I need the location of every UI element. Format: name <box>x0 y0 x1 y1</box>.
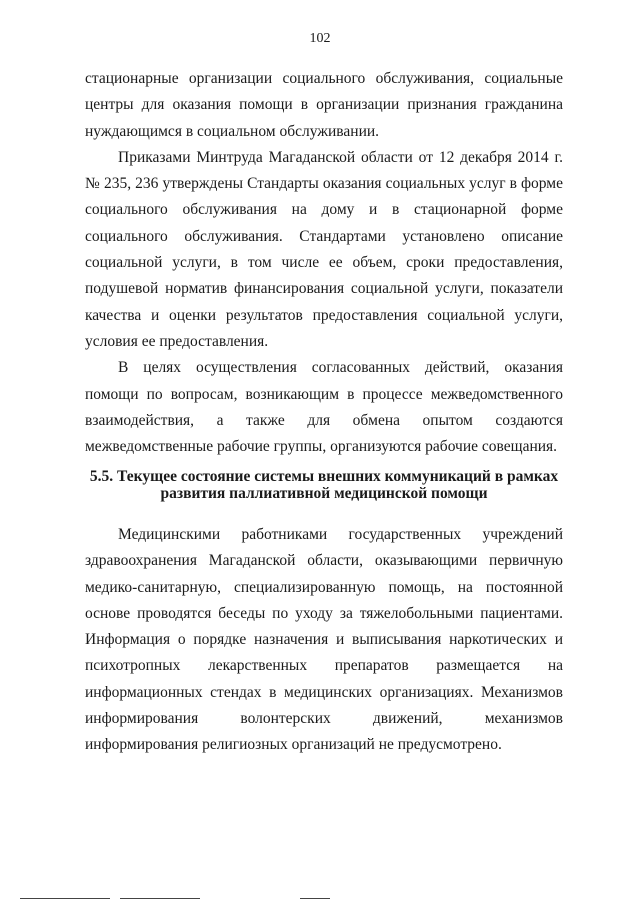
paragraph-continuation: стационарные организации социального обслуживания, социальные центры для оказания помощи в организации признания гражданина нуждающимся в социальном обслуживании. <box>85 70 563 140</box>
page-number: 102 <box>309 31 331 46</box>
scan-edge-line <box>300 898 330 899</box>
scan-edge-line <box>20 898 110 899</box>
paragraph-medical-workers: Медицинскими работниками государственных учреждений здравоохранения Магаданской области, оказывающими первичную медико-санитарную, специализированную помощь, на постоянной основе проводятся беседы по уходу за тяжелобольными пациентами. Информация о порядке назначения и выписывания наркотических и психотропных лекарственных препаратов размещается на информационных стендах в медицинских организациях. Механизмов информирования волонтерских движений, механизмов информирования религиозных организаций не предусмотрено. <box>85 526 563 754</box>
body-text-top <box>85 66 563 460</box>
paragraph-standards: Приказами Минтруда Магаданской области от 12 декабря 2014 г. № 235, 236 утверждены Стандарты оказания социальных услуг в форме социального обслуживания на дому и в стационарной форме социального обслуживания. Стандартами установлено описание социальной услуги, в том числе ее объем, сроки предоставления, подушевой норматив финансирования социальной услуги, показатели качества и оценки результатов предоставления социальной услуги, условия ее предоставления. <box>85 148 563 350</box>
section-heading: 5.5. Текущее состояние системы внешних коммуникаций в рамках развития паллиативной медицинской помощи <box>89 468 559 502</box>
scan-edge-line <box>120 898 200 899</box>
paragraph-working-groups: В целях осуществления согласованных действий, оказания помощи по вопросам, возникающим в процессе межведомственного взаимодействия, а также для обмена опытом создаются межведомственные рабочие группы, организуются рабочие совещания. <box>85 359 563 456</box>
body-text-bottom <box>85 522 563 759</box>
